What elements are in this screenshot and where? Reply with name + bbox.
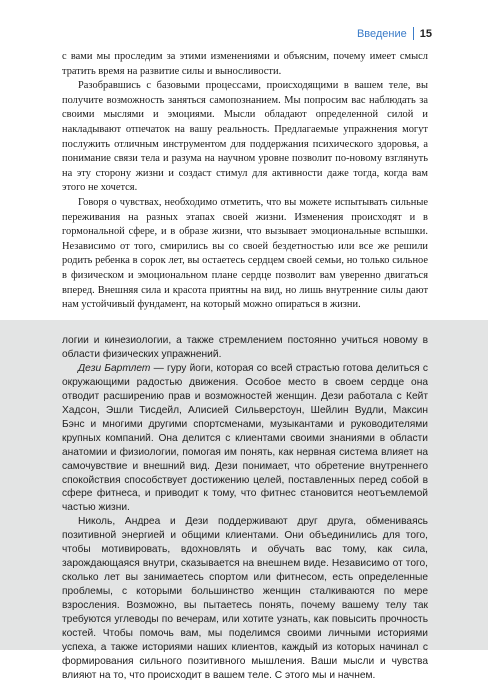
body-text [62,50,428,313]
author-sidebar [0,320,488,681]
sidebar-paragraph: Николь, Андреа и Дези поддерживают друг друга, обмениваясь позитивной энергией и общими клиентами. Они объединились для того, чтобы мотивировать, вдохновлять и обучать вас тому, как сила, зарождающаяся внутри, сказывается на внешнем виде. Независимо от того, сколько лет вы занимаетесь спортом или фитнесом, есть определенные проблемы, с которыми большинство женщин сталкиваются по мере взросления. Возможно, вы пытаетесь понять, почему вашему телу так требуются углеводы по вечерам, или хотите узнать, как повысить прочность костей. Чтобы помочь вам, мы поделимся своими личными историями успеха, а также историями наших клиентов, каждый из которых начинал с формирования сильного позитивного мышления. Ваши мысли и чувства влияют на то, что происходит в вашем теле. С этого мы и начнем. [62,516,428,681]
sidebar-text [62,334,428,683]
paragraph: Разобравшись с базовыми процессами, происходящими в вашем теле, вы получите возможность заняться самопознанием. Мы попросим вас наблюдать за своими мыслями и эмоциями. Мысли обладают определенной силой и накладывают отпечаток на вашу реальность. Предлагаемые упражнения могут послужить отличным инструментом для поддержания психического здоровья, а понимание связи тела и разума на научном уровне позволит по-новому взглянуть на эту сторону жизни и создаст стимул для активности даже тогда, когда вам этого не хочется. [62,80,428,194]
author-name: Дези Бартлет [78,362,151,374]
running-head [357,27,432,40]
sidebar-paragraph [62,362,428,515]
sidebar-paragraph: логии и кинезиологии, а также стремлением постоянно учиться новому в области физических упражнений. [62,335,428,360]
header-divider [413,27,414,40]
page-number: 15 [419,27,432,40]
section-title: Введение [356,27,407,40]
author-bio: — гуру йоги, которая со всей страстью готова делиться с окружающими радостью движения. Особое место в своем сердце она отводит расширению прав и возможностей женщин. Дези работала с Кейт Хадсон, Эшли Тисдейл, Алисией Сильверстоун, Шейлин Вудли, Максин Бэнс и многими другими спортсменами, музыкантами и руководителями крупных компаний. Она делится с клиентами своими знаниями в области анатомии и физиологии, помогая им понять, как нервная система влияет на самочувствие и внешний вид. Дези понимает, что обретение внутреннего спокойствия способствует достижению целей, поставленных перед собой в сфере фитнеса, и приводит к тому, что фитнес становится неотъемлемой частью жизни. [62,362,429,514]
paragraph: Говоря о чувствах, необходимо отметить, что вы можете испытывать сильные переживания на разных этапах своей жизни. Изменения происходят и в гормональной сфере, и в образе жизни, что вызывает эмоциональные вспышки. Независимо от того, смирились вы со своей бездетностью или все же решили родить ребенка в сорок лет, вы остаетесь сердцем своей семьи, но только сильное в физическом и эмоциональном плане сердце позволит вам уверенно двигаться вперед. Внешняя сила и красота приятны на вид, но лишь внутренние силы дают нам устойчивый фундамент, на который можно опираться в жизни. [62,196,428,311]
paragraph: с вами мы проследим за этими изменениями и объясним, почему имеет смысл тратить время на развитие силы и выносливости. [62,51,428,77]
